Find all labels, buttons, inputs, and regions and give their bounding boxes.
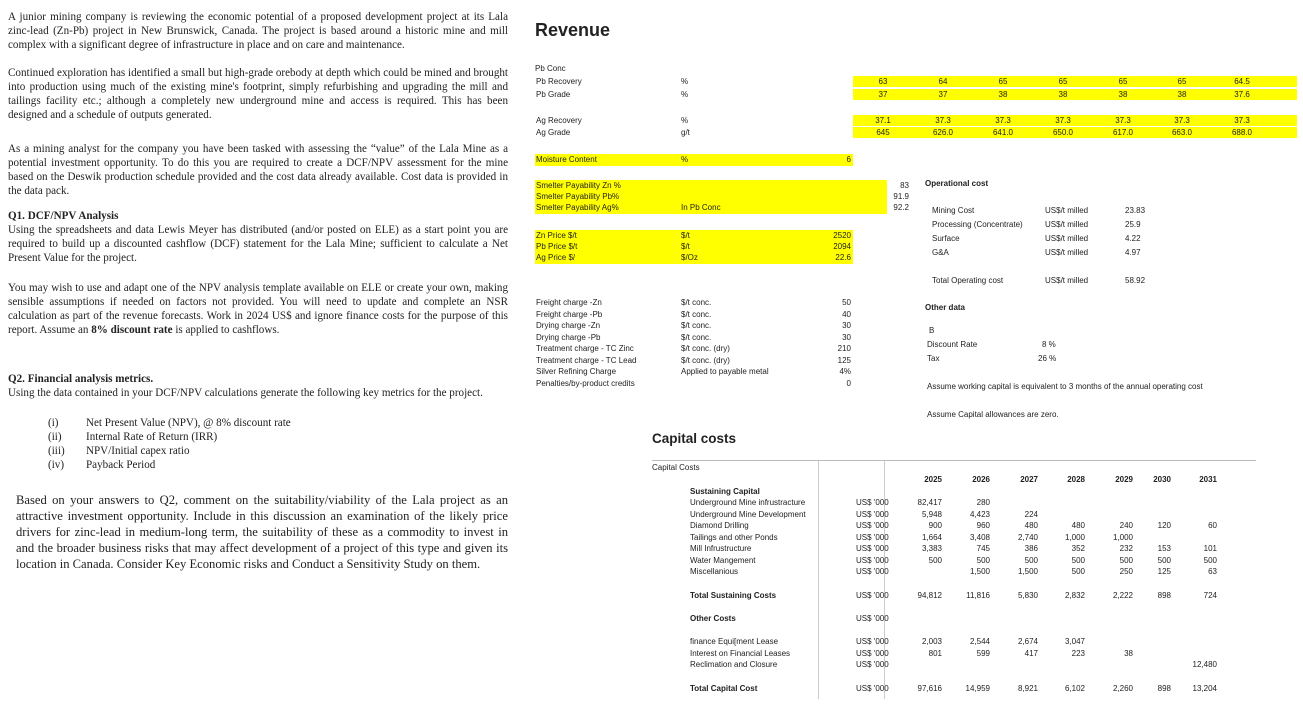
table-cell: 1,000 <box>1064 532 1085 542</box>
data-cell: 38 <box>998 90 1008 99</box>
table-cell: 2,832 <box>1064 591 1085 600</box>
intro-paragraph-3: As a mining analyst for the company you have been tasked with assessing the “value” of the Lala Mine as a potential investment opportunity. To do this you are required to create a DCF/NPV assessment for the mine based on the Deswik production schedule provided and the cost data already available. Cost data is provided in the data pack. <box>8 143 508 197</box>
zn-price-value: 2520 <box>833 231 851 240</box>
table-cell: 101 <box>1203 544 1217 553</box>
surface-cost-unit: US$/t milled <box>1045 234 1089 243</box>
table-row-unit: US$ '000 <box>856 648 889 658</box>
table-cell: 599 <box>976 648 990 658</box>
moisture-value: 6 <box>846 155 851 164</box>
assignment-text <box>8 10 508 572</box>
table-cell: 352 <box>1071 544 1085 553</box>
total-opcost-value: 58.92 <box>1125 276 1146 285</box>
table-cell: 500 <box>928 555 942 565</box>
table-cell: 3,047 <box>1064 637 1085 646</box>
charge-value: 40 <box>842 309 851 319</box>
data-cell: 663.0 <box>1171 128 1193 137</box>
moisture-row <box>535 154 853 166</box>
list-item: (i) Net Present Value (NPV), @ 8% discount rate <box>48 417 291 429</box>
discount-rate-emphasis: 8% discount rate <box>91 324 173 336</box>
table-cell: 224 <box>1024 509 1038 519</box>
total-opcost-unit: US$/t milled <box>1045 276 1089 285</box>
table-cell: 2,740 <box>1017 532 1038 542</box>
data-cell: 65 <box>998 77 1008 86</box>
table-row-unit: US$ '000 <box>856 544 889 553</box>
mining-cost-label: Mining Cost <box>932 206 975 215</box>
table-cell: 417 <box>1024 648 1038 658</box>
table-cell: 801 <box>928 648 942 658</box>
table-cell: 900 <box>928 521 942 530</box>
charge-value: 210 <box>837 344 851 353</box>
charge-unit: $/t conc. <box>681 321 712 330</box>
table-row-unit: US$ '000 <box>856 637 889 646</box>
data-cell: 64.5 <box>1234 77 1250 86</box>
pb-price-unit: $/t <box>681 242 690 251</box>
charge-label: Freight charge -Zn <box>536 298 602 307</box>
table-cell: 14,959 <box>965 684 990 693</box>
table-cell: 280 <box>976 498 990 507</box>
data-cell: 38 <box>1177 90 1187 99</box>
row-unit: % <box>681 90 689 99</box>
working-capital-note: Assume working capital is equivalent to 3 months of the annual operating cost <box>927 382 1203 391</box>
ag-price-label: Ag Price $/ <box>536 253 576 262</box>
row-label: Ag Recovery <box>536 116 582 125</box>
mining-cost-unit: US$/t milled <box>1045 206 1089 215</box>
capital-sheet-label: Capital Costs <box>652 463 700 472</box>
charge-value: 50 <box>842 298 851 307</box>
data-cell: 65 <box>1177 77 1187 86</box>
data-cell: 37.3 <box>1174 116 1190 125</box>
table-row-unit: US$ '000 <box>856 555 889 565</box>
table-row-label: Tailings and other Ponds <box>690 532 778 542</box>
table-cell: 2,674 <box>1017 637 1038 646</box>
table-cell: 223 <box>1071 648 1085 658</box>
surface-cost-label: Surface <box>932 234 960 243</box>
table-row-label: Underground Mine Development <box>690 509 806 519</box>
ag-price-value: 22.6 <box>835 253 851 262</box>
table-cell: 500 <box>1157 555 1171 565</box>
metrics-list <box>8 416 508 472</box>
table-row-unit: US$ '000 <box>856 684 889 693</box>
charge-value: 125 <box>837 355 851 365</box>
table-cell: 8,921 <box>1017 684 1038 693</box>
table-row-label: Mill Infrustructure <box>690 544 752 553</box>
data-cell: 617.0 <box>1112 128 1134 137</box>
ga-cost-label: G&A <box>932 248 949 257</box>
charge-label: Drying charge -Zn <box>536 321 601 330</box>
ga-cost-value: 4.97 <box>1125 248 1141 257</box>
payability-ag-label: Smelter Payability Ag% <box>536 203 619 212</box>
table-cell: 1,000 <box>1112 532 1133 542</box>
table-cell: 60 <box>1208 521 1217 530</box>
table-row-label: Interest on Financial Leases <box>690 648 791 658</box>
payability-ag-value: 92.2 <box>893 203 909 212</box>
table-cell: 4,423 <box>969 509 990 519</box>
data-cell: 650.0 <box>1052 128 1074 137</box>
data-cell: 65 <box>1058 77 1068 86</box>
table-row-unit: US$ '000 <box>856 509 889 519</box>
table-cell: 125 <box>1157 567 1171 576</box>
table-cell: 63 <box>1208 567 1217 576</box>
table-row-unit: US$ '000 <box>856 567 889 576</box>
table-cell: 898 <box>1157 591 1171 600</box>
ga-cost-unit: US$/t milled <box>1045 248 1089 257</box>
charge-label: Treatment charge - TC Lead <box>536 355 637 365</box>
table-cell: 500 <box>1119 555 1133 565</box>
charge-value: 30 <box>842 332 851 342</box>
data-cell: 64 <box>938 77 948 86</box>
capital-costs-sheet <box>652 460 1256 699</box>
capital-allowance-note: Assume Capital allowances are zero. <box>927 410 1059 419</box>
table-cell: 97,616 <box>917 684 942 693</box>
row-unit: % <box>681 77 689 86</box>
list-item: (iii) NPV/Initial capex ratio <box>48 445 190 457</box>
row-label: Pb Recovery <box>536 77 582 86</box>
q1-paragraph-1: Using the spreadsheets and data Lewis Meyer has distributed (and/or posted on ELE) as a start point you are required to build up a discounted cashflow (DCF) statement for the Lala Mine; sufficient to calculate a Net Present Value for the project. <box>8 224 508 264</box>
tax-value: 26 % <box>1038 354 1057 363</box>
table-cell: 2,544 <box>969 637 990 646</box>
table-cell: 153 <box>1157 544 1171 553</box>
q2-paragraph-1: Using the data contained in your DCF/NPV calculations generate the following key metrics for the project. <box>8 387 483 399</box>
other-data-b: B <box>929 326 935 335</box>
intro-paragraph-1: A junior mining company is reviewing the economic potential of a proposed development project at its Lala zinc-lead (Zn-Pb) project in New Brunswick, Canada. The project is based around a historic mine and mill complex with a significant degree of infrastructure in place and on care and maintenance. <box>8 11 508 51</box>
table-cell: 500 <box>1203 555 1217 565</box>
row-label: Ag Grade <box>536 128 571 137</box>
revenue-title: Revenue <box>535 20 611 40</box>
table-cell: 500 <box>1071 555 1085 565</box>
year-header: 2027 <box>1020 475 1038 484</box>
charge-unit: Applied to payable metal <box>681 367 769 376</box>
table-cell: 500 <box>1024 555 1038 565</box>
table-cell: 724 <box>1203 591 1217 600</box>
surface-cost-value: 4.22 <box>1125 234 1141 243</box>
table-cell: 3,383 <box>921 544 942 553</box>
table-row-unit: US$ '000 <box>856 591 889 600</box>
tax-label: Tax <box>927 354 940 363</box>
list-item: (iv) Payback Period <box>48 459 156 471</box>
table-cell: 5,948 <box>921 509 942 519</box>
charge-unit: $/t conc. (dry) <box>681 355 730 365</box>
q1-heading: Q1. DCF/NPV Analysis <box>8 210 119 222</box>
data-cell: 645 <box>876 128 890 137</box>
table-cell: 82,417 <box>917 498 942 507</box>
table-cell: 94,812 <box>917 591 942 600</box>
table-row-label: Total Capital Cost <box>690 684 758 693</box>
data-cell: 37.6 <box>1234 90 1250 99</box>
year-header: 2029 <box>1115 475 1133 484</box>
processing-cost-value: 25.9 <box>1125 220 1141 229</box>
table-cell: 120 <box>1157 521 1171 530</box>
pb-price-label: Pb Price $/t <box>536 242 578 251</box>
data-cell: 38 <box>1118 90 1128 99</box>
payability-zn-value: 83 <box>900 181 909 190</box>
ag-price-unit: $/Oz <box>681 253 698 262</box>
charge-label: Drying charge -Pb <box>536 332 601 342</box>
table-cell: 240 <box>1119 521 1133 530</box>
data-cell: 37.3 <box>995 116 1011 125</box>
table-cell: 500 <box>1071 567 1085 576</box>
data-cell: 688.0 <box>1231 128 1253 137</box>
table-cell: 480 <box>1024 521 1038 530</box>
table-cell: 250 <box>1119 567 1133 576</box>
charge-value: 30 <box>842 321 851 330</box>
other-costs-header: Other Costs <box>690 614 736 623</box>
table-row-label: Total Sustaining Costs <box>690 591 777 600</box>
table-cell: 12,480 <box>1192 660 1217 669</box>
charge-value: 0 <box>846 378 851 388</box>
total-opcost-label: Total Operating cost <box>932 276 1004 285</box>
pb-price-value: 2094 <box>833 242 851 251</box>
mining-cost-value: 23.83 <box>1125 206 1146 215</box>
data-cell: 37 <box>878 90 888 99</box>
zn-price-unit: $/t <box>681 231 690 240</box>
sustaining-capital-header: Sustaining Capital <box>690 487 760 496</box>
table-cell: 13,204 <box>1192 684 1217 693</box>
charge-label: Silver Refining Charge <box>536 367 617 376</box>
pb-conc-label: Pb Conc <box>535 64 566 73</box>
year-header: 2030 <box>1153 475 1171 484</box>
table-cell: 232 <box>1119 544 1133 553</box>
table-cell: 898 <box>1157 684 1171 693</box>
table-cell: 1,500 <box>969 567 990 576</box>
data-cell: 626.0 <box>932 128 954 137</box>
table-cell: 960 <box>976 521 990 530</box>
table-row-label: finance Equi[ment Lease <box>690 637 779 646</box>
year-header: 2026 <box>972 475 990 484</box>
table-row-label: Underground Mine infrustracture <box>690 498 806 507</box>
discount-rate-label: Discount Rate <box>927 340 978 349</box>
intro-paragraph-2: Continued exploration has identified a small but high-grade orebody at depth which could be mined and brought into production using much of the existing mine's footprint, simply refurbishing and upgrading the mill and tailings facility etc.; although a completely new underground mine and access is required. This has been designed and a schedule of outputs generated. <box>8 67 508 121</box>
charge-unit: $/t conc. <box>681 309 712 319</box>
q1-paragraph-2 <box>8 281 508 337</box>
table-row-unit: US$ '000 <box>856 521 889 530</box>
year-header: 2025 <box>924 475 942 484</box>
row-unit: g/t <box>681 128 690 137</box>
payability-pb-label: Smelter Payability Pb% <box>536 192 620 201</box>
payability-ag-unit: In Pb Conc <box>681 203 721 212</box>
data-cell: 65 <box>1118 77 1128 86</box>
charge-label: Treatment charge - TC Zinc <box>536 344 634 353</box>
moisture-label: Moisture Content <box>536 155 597 164</box>
processing-cost-label: Processing (Concentrate) <box>932 220 1023 229</box>
table-row-label: Reclimation and Closure <box>690 660 778 669</box>
year-header: 2028 <box>1067 475 1085 484</box>
charge-label: Freight charge -Pb <box>536 309 603 319</box>
table-row-unit: US$ '000 <box>856 660 889 669</box>
processing-cost-unit: US$/t milled <box>1045 220 1089 229</box>
q1-p2-text-b: is applied to cashflows. <box>172 324 280 336</box>
data-cell: 37.3 <box>1234 116 1250 125</box>
data-cell: 37.3 <box>935 116 951 125</box>
table-cell: 1,664 <box>921 532 942 542</box>
table-cell: 480 <box>1071 521 1085 530</box>
table-cell: 38 <box>1124 648 1133 658</box>
table-cell: 2,222 <box>1112 591 1133 600</box>
moisture-unit: % <box>681 155 689 164</box>
closing-paragraph: Based on your answers to Q2, comment on the suitability/viability of the Lala project as an attractive investment opportunity. Include in this discussion an examination of the likely price drivers for zinc-lead in medium-long term, the suitability of these as a commodity to invest in and the broader business risks that may affect development of a project of this type and given its location in Canada. Consider Key Economic risks and Conduct a Sensitivity Study on them. <box>16 493 508 571</box>
table-row-unit: US$ '000 <box>856 532 889 542</box>
q1-p2-text-a: You may wish to use and adapt one of the NPV analysis template available on ELE or create your own, making sensible assumptions if needed on factors not provided. You will need to update and complete an NSR calculation as part of the revenue forecasts. Work in 2024 US$ and ignore finance costs for the purpose of this report. Assume an <box>8 282 508 336</box>
data-cell: 37.1 <box>875 116 891 125</box>
data-cell: 37 <box>938 90 948 99</box>
table-cell: 11,816 <box>966 591 990 600</box>
charge-unit: $/t conc. <box>681 298 712 307</box>
other-data-title: Other data <box>925 303 966 312</box>
table-row-unit: US$ '000 <box>856 498 889 507</box>
data-cell: 38 <box>1058 90 1068 99</box>
other-costs-unit: US$ '000 <box>856 614 889 623</box>
table-row-label: Miscellanious <box>690 567 739 576</box>
revenue-sheet <box>535 62 1295 419</box>
table-row-label: Diamond Drilling <box>690 521 749 530</box>
data-cell: 63 <box>878 77 888 86</box>
opcost-title: Operational cost <box>925 179 989 188</box>
table-cell: 386 <box>1024 544 1038 553</box>
discount-rate-value: 8 % <box>1042 340 1056 349</box>
table-cell: 5,830 <box>1017 591 1038 600</box>
row-label: Pb Grade <box>536 90 571 99</box>
q2-heading: Q2. Financial analysis metrics. <box>8 373 154 385</box>
payability-zn-label: Smelter Payability Zn % <box>536 181 621 190</box>
table-cell: 2,260 <box>1112 684 1133 693</box>
charge-unit: $/t conc. (dry) <box>681 344 730 353</box>
charge-label: Penalties/by-product credits <box>536 378 635 388</box>
row-unit: % <box>681 116 689 125</box>
charge-value: 4% <box>839 367 851 376</box>
table-row-label: Water Mangement <box>690 555 756 565</box>
zn-price-label: Zn Price $/t <box>536 231 577 240</box>
table-cell: 745 <box>976 544 990 553</box>
data-cell: 37.3 <box>1055 116 1071 125</box>
table-cell: 1,500 <box>1017 567 1038 576</box>
table-cell: 500 <box>976 555 990 565</box>
year-header: 2031 <box>1199 475 1217 484</box>
payability-pb-value: 91.9 <box>893 192 909 201</box>
table-cell: 6,102 <box>1064 684 1085 693</box>
list-item: (ii) Internal Rate of Return (IRR) <box>48 431 218 443</box>
data-cell: 641.0 <box>992 128 1014 137</box>
table-cell: 2,003 <box>921 637 942 646</box>
charge-unit: $/t conc. <box>681 332 712 342</box>
data-cell: 37.3 <box>1115 116 1131 125</box>
table-cell: 3,408 <box>969 532 990 542</box>
capital-costs-title: Capital costs <box>652 431 737 446</box>
